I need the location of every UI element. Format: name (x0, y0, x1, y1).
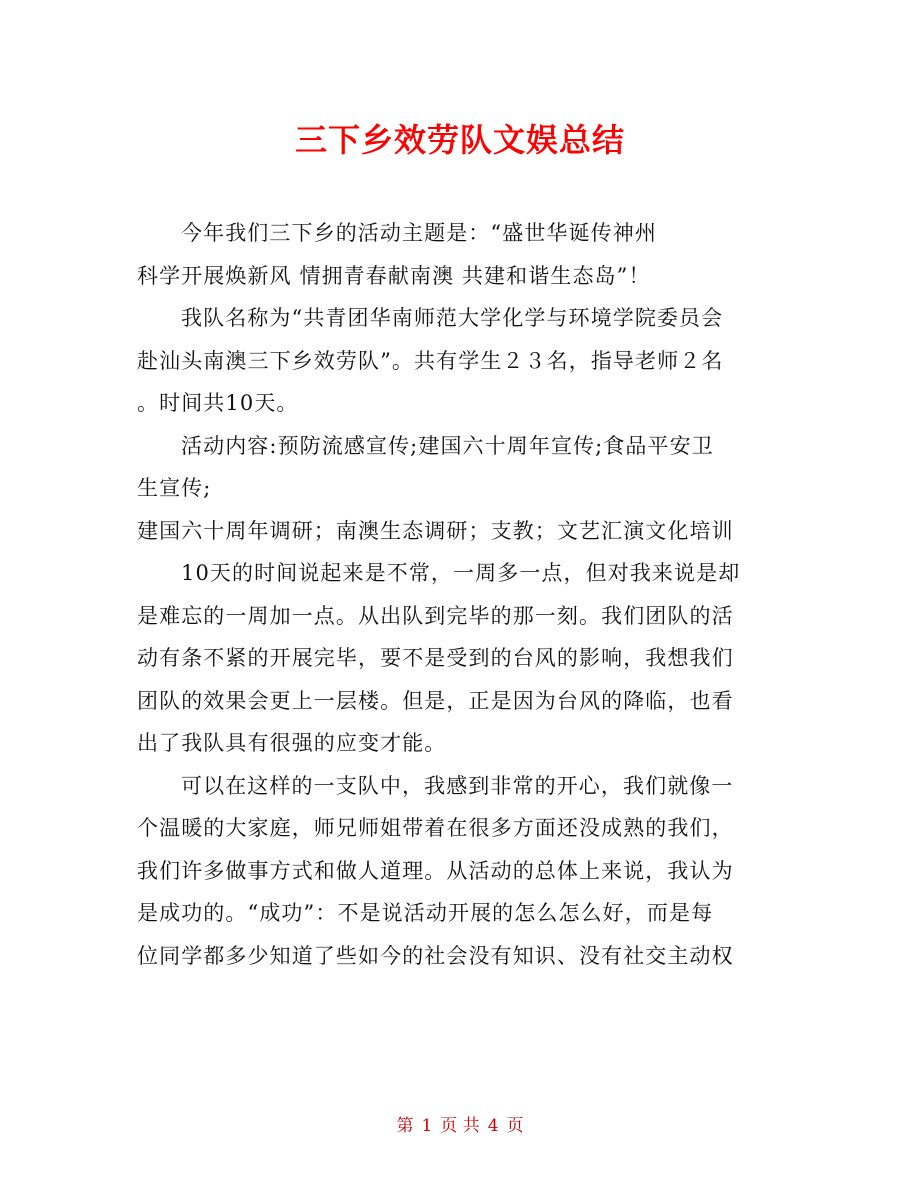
current-page-number: 1 (421, 1116, 433, 1136)
paragraph-line: 我队名称为“共青团华南师范大学化学与环境学院委员会 (181, 306, 724, 330)
footer-prefix: 第 (396, 1116, 414, 1136)
document-body (137, 212, 787, 977)
paragraph-line: 建国六十周年调研；南澳生态调研；支教；文艺汇演文化培训 (137, 518, 734, 543)
paragraph-line: 位同学都多少知道了些如今的社会没有知识、没有社交主动权 (137, 943, 734, 968)
paragraph-line: 。时间共10天。 (137, 391, 299, 415)
total-pages-number: 4 (487, 1116, 499, 1136)
paragraph-line: 活动内容:预防流感宣传;建国六十周年宣传;食品平安卫 (181, 433, 714, 458)
paragraph-line: 是难忘的一周加一点。从出队到完毕的那一刻。我们团队的活 (137, 603, 734, 628)
paragraph-line: 今年我们三下乡的活动主题是：“盛世华诞传神州 (181, 221, 657, 245)
footer-mid: 页 共 (440, 1116, 480, 1136)
paragraph-line: 赴汕头南澳三下乡效劳队”。共有学生２３名，指导老师２名 (137, 348, 724, 373)
footer-suffix: 页 (506, 1116, 524, 1136)
paragraph-line: 可以在这样的一支队中，我感到非常的开心，我们就像一 (181, 773, 734, 798)
paragraph-line: 生宣传; (137, 476, 212, 500)
page-footer (0, 1112, 920, 1140)
paragraph-line: 出了我队具有很强的应变才能。 (137, 731, 447, 755)
paragraph-line: 是成功的。“成功”：不是说活动开展的怎么怎么好，而是每 (137, 901, 714, 925)
document-title: 三下乡效劳队文娱总结 (294, 121, 625, 159)
paragraph-line: 10天的时间说起来是不常，一周多一点，但对我来说是却 (181, 561, 741, 585)
paragraph-line: 个温暖的大家庭，师兄师姐带着在很多方面还没成熟的我们， (137, 816, 734, 840)
paragraph-line: 团队的效果会更上一层楼。但是，正是因为台风的降临，也看 (137, 688, 734, 713)
paragraph-line: 我们许多做事方式和做人道理。从活动的总体上来说，我认为 (137, 858, 734, 883)
paragraph-line: 动有条不紧的开展完毕，要不是受到的台风的影响，我想我们 (137, 646, 734, 670)
paragraph-line: 科学开展焕新风 情拥青春献南澳 共建和谐生态岛”！ (137, 263, 651, 288)
